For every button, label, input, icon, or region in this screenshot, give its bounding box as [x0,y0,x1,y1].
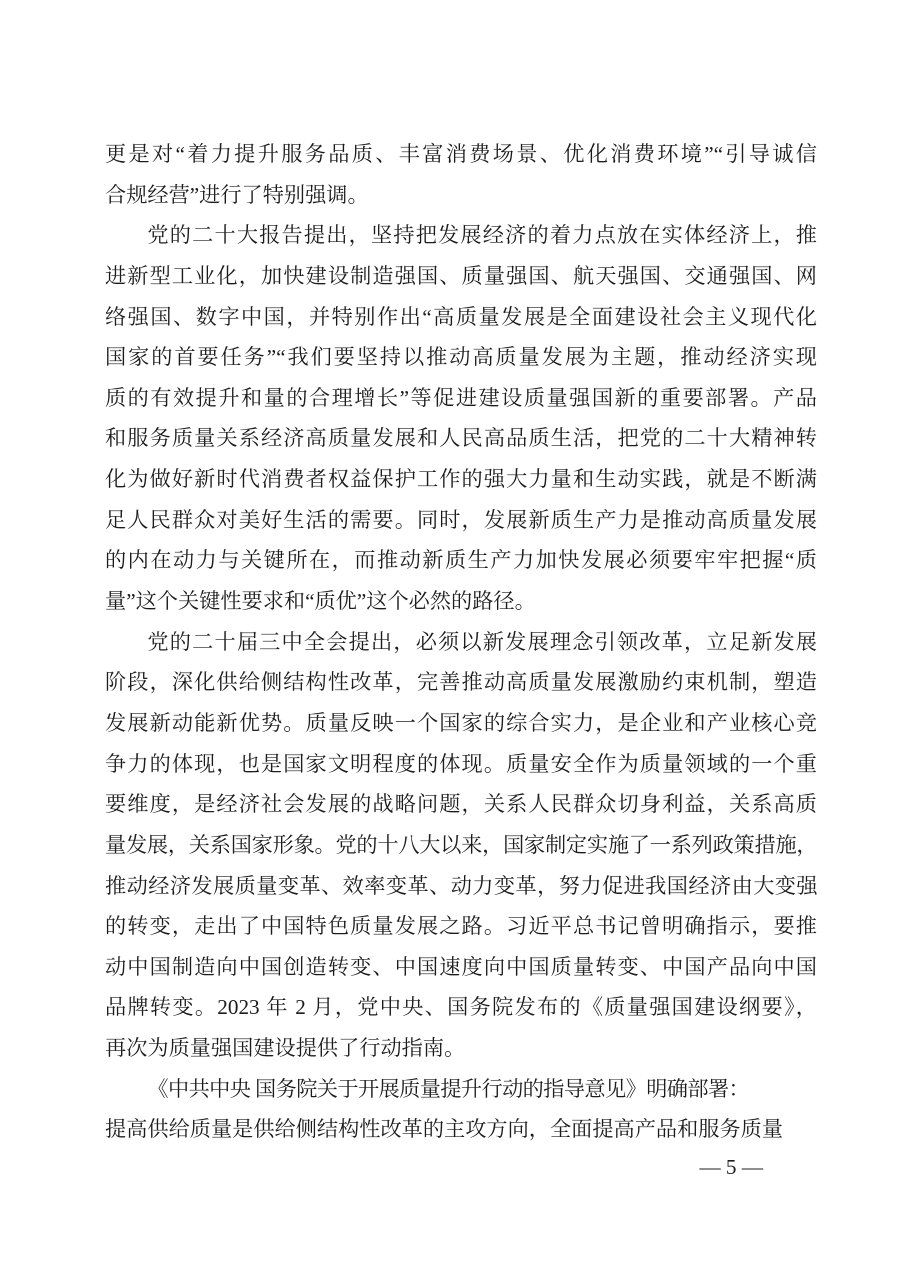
text-line: 要维度，是经济社会发展的战略问题，关系人民群众切身利益，关系高质 [105,792,817,817]
text-line: 更是对“着力提升服务品质、丰富消费场景、优化消费环境”“引导诚信 [105,142,817,166]
text-line: 发展新动能新优势。质量反映一个国家的综合实力，是企业和产业核心竞 [105,710,817,735]
text-line: 质的有效提升和量的合理增长”等促进建设质量强国新的重要部署。产品 [105,385,817,410]
text-line: 《中共中央 国务院关于开展质量提升行动的指导意见》明确部署： [147,1076,750,1101]
text-line: 提高供给质量是供给侧结构性改革的主攻方向，全面提高产品和服务质量 [105,1117,784,1142]
text-line: 和服务质量关系经济高质量发展和人民高品质生活，把党的二十大精神转 [105,426,817,451]
text-line: 的内在动力与关键所在，而推动新质生产力加快发展必须要牢牢把握“质 [105,548,817,573]
text-line: 合规经营”进行了特别强调。 [105,182,369,207]
text-line: 进新型工业化，加快建设制造强国、质量强国、航天强国、交通强国、网 [105,263,817,288]
text-line: 推动经济发展质量变革、效率变革、动力变革，努力促进我国经济由大变强 [105,873,817,898]
text-line: 再次为质量强国建设提供了行动指南。 [105,1036,466,1061]
page-number: — 5 — [699,1155,763,1179]
text-line: 党的二十大报告提出，坚持把发展经济的着力点放在实体经济上，推 [147,223,817,248]
text-line: 量”这个关键性要求和“质优”这个必然的路径。 [105,589,536,614]
text-line: 足人民群众对美好生活的需要。同时，发展新质生产力是推动高质量发展 [105,507,817,532]
text-line: 党的二十届三中全会提出，必须以新发展理念引领改革，立足新发展 [147,629,817,654]
body-text [105,134,817,1150]
text-line: 量发展，关系国家形象。党的十八大以来，国家制定实施了一系列政策措施， [105,832,817,857]
text-line: 国家的首要任务”“我们要坚持以推动高质量发展为主题，推动经济实现 [105,345,817,370]
text-line: 动中国制造向中国创造转变、中国速度向中国质量转变、中国产品向中国 [105,954,817,979]
text-line: 争力的体现，也是国家文明程度的体现。质量安全作为质量领域的一个重 [105,751,817,776]
text-line: 阶段，深化供给侧结构性改革，完善推动高质量发展激励约束机制，塑造 [105,670,817,695]
text-line: 品牌转变。2023 年 2 月，党中央、国务院发布的《质量强国建设纲要》， [105,995,817,1020]
text-line: 化为做好新时代消费者权益保护工作的强大力量和生动实践，就是不断满 [105,467,817,492]
text-line: 络强国、数字中国，并特别作出“高质量发展是全面建设社会主义现代化 [105,304,817,329]
text-line: 的转变，走出了中国特色质量发展之路。习近平总书记曾明确指示，要推 [105,914,817,939]
